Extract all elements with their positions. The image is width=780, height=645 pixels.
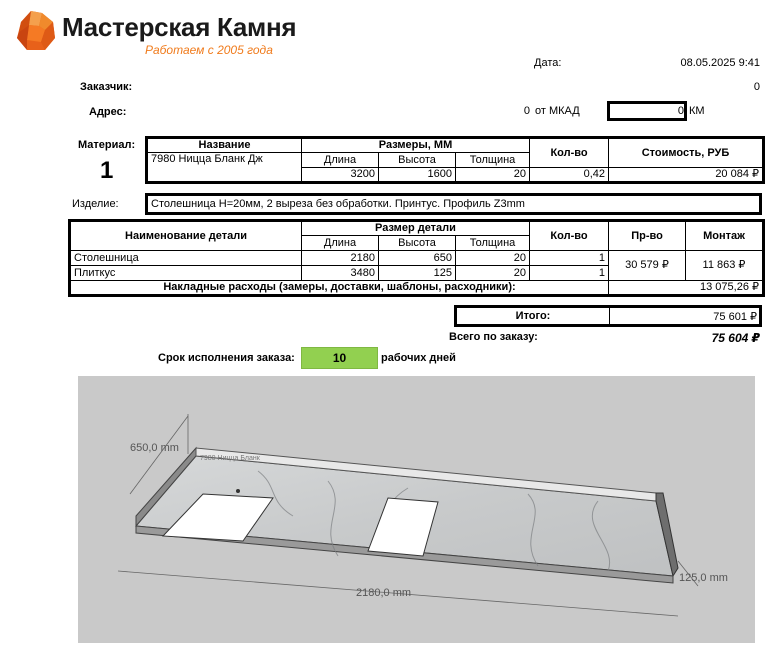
part-thickness: 20 <box>456 266 530 281</box>
material-length: 3200 <box>302 168 379 183</box>
customer-value: 0 <box>753 81 760 93</box>
address-label: Адрес: <box>89 106 127 118</box>
distance-value: 0 <box>523 105 530 117</box>
grand-total-value: 75 604 ₽ <box>711 331 760 345</box>
col-name: Название <box>147 138 302 153</box>
part-height: 125 <box>379 266 456 281</box>
date-value: 08.05.2025 9:41 <box>680 57 760 69</box>
total-row <box>454 305 762 327</box>
date-label: Дата: <box>534 57 562 69</box>
installation-value: 11 863 ₽ <box>686 251 764 281</box>
product-description: Столешница Н=20мм, 2 выреза без обработки. Принтус. Профиль Z3mm <box>151 198 525 210</box>
product-label: Изделие: <box>72 198 119 210</box>
km-value: 0 <box>677 105 684 117</box>
col-part-name: Наименование детали <box>70 221 302 251</box>
part-name: Плиткус <box>70 266 302 281</box>
col-dims: Размеры, ММ <box>302 138 530 153</box>
overhead-label: Накладные расходы (замеры, доставки, шаблоны, расходники): <box>70 281 609 296</box>
total-value: 75 601 ₽ <box>713 311 757 323</box>
faucet-hole <box>236 489 240 493</box>
table-row <box>70 251 764 266</box>
material-label: Материал: <box>78 139 136 151</box>
countertop-drawing-svg <box>78 376 755 643</box>
material-qty: 0,42 <box>530 168 609 183</box>
countertop-drawing <box>78 376 755 643</box>
part-name: Столешница <box>70 251 302 266</box>
material-number: 1 <box>100 157 114 184</box>
col-thickness: Толщина <box>456 153 530 168</box>
col-height: Высота <box>379 153 456 168</box>
distance-from: от МКАД <box>535 105 580 117</box>
overhead-value: 13 075,26 ₽ <box>609 281 764 296</box>
col-cost: Стоимость, РУБ <box>609 138 764 168</box>
material-cost: 20 084 ₽ <box>609 168 764 183</box>
col-length: Длина <box>302 153 379 168</box>
dim-depth: 650,0 mm <box>130 442 179 454</box>
part-length: 2180 <box>302 251 379 266</box>
part-qty: 1 <box>530 251 609 266</box>
total-label: Итого: <box>515 310 551 322</box>
parts-table <box>68 219 765 297</box>
product-description-box <box>145 193 762 215</box>
col-part-length: Длина <box>302 236 379 251</box>
col-installation: Монтаж <box>686 221 764 251</box>
part-height: 650 <box>379 251 456 266</box>
col-production: Пр-во <box>609 221 686 251</box>
material-height: 1600 <box>379 168 456 183</box>
production-value: 30 579 ₽ <box>609 251 686 281</box>
col-part-qty: Кол-во <box>530 221 609 251</box>
dim-length: 2180,0 mm <box>356 587 412 599</box>
logo-icon <box>15 8 57 52</box>
grand-total-label: Всего по заказу: <box>449 331 538 343</box>
material-name: 7980 Ницца Бланк Дж <box>147 153 302 183</box>
material-thickness: 20 <box>456 168 530 183</box>
customer-label: Заказчик: <box>80 81 133 93</box>
col-part-size: Размер детали <box>302 221 530 236</box>
part-thickness: 20 <box>456 251 530 266</box>
col-qty: Кол-во <box>530 138 609 168</box>
part-qty: 1 <box>530 266 609 281</box>
material-table <box>145 136 765 184</box>
col-part-thickness: Толщина <box>456 236 530 251</box>
col-part-height: Высота <box>379 236 456 251</box>
term-value: 10 <box>301 347 378 369</box>
slab-label: 7980 Ницца Бланк <box>200 455 260 462</box>
logo-subtitle: Работаем с 2005 года <box>145 43 273 57</box>
logo-title: Мастерская Камня <box>62 12 297 42</box>
dim-skirting: 125,0 mm <box>679 572 728 584</box>
term-label: Срок исполнения заказа: <box>158 352 295 364</box>
term-unit: рабочих дней <box>381 352 456 364</box>
km-unit: КМ <box>689 105 705 117</box>
part-length: 3480 <box>302 266 379 281</box>
